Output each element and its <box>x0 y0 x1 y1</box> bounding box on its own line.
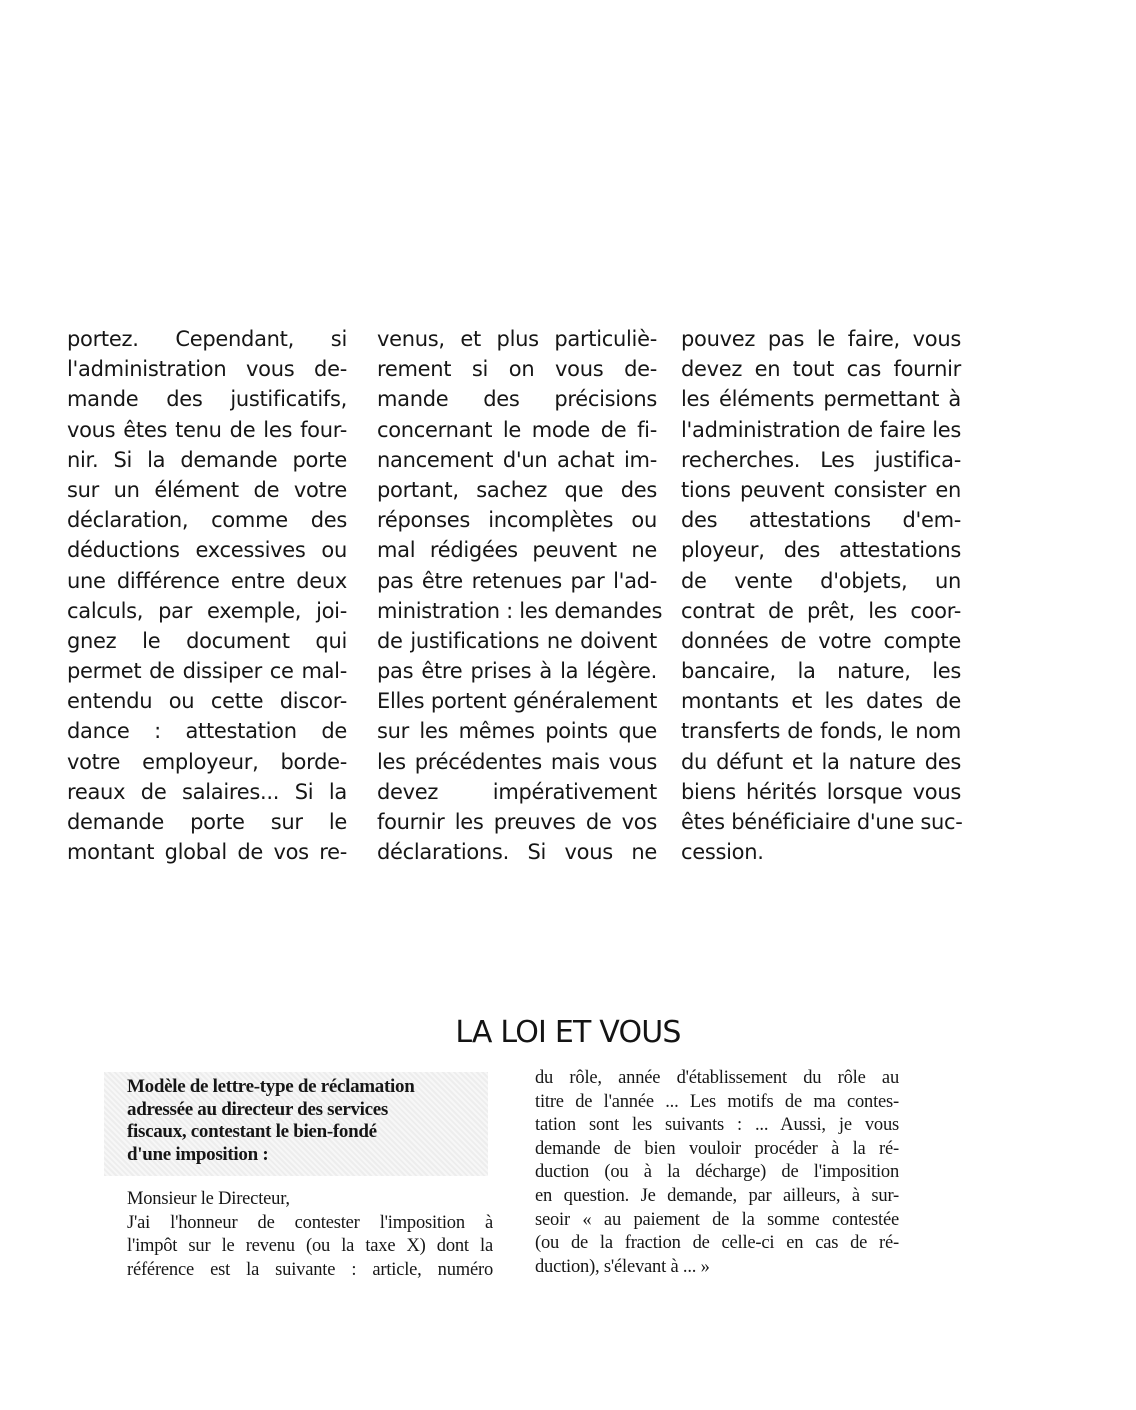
text-line: déclaration, comme des <box>67 508 347 533</box>
text-line: mande des précisions <box>377 387 657 412</box>
text-line: une différence entre deux <box>67 568 347 593</box>
text-line: recherches. Les justifica- <box>681 447 961 472</box>
section-heading: LA LOI ET VOUS <box>455 1015 681 1050</box>
text-line: reaux de salaires... Si la <box>67 779 347 804</box>
text-line: Elles portent généralement <box>377 689 657 714</box>
text-line: titre de l'année ... Les motifs de ma contes- <box>535 1091 899 1112</box>
text-line: tions peuvent consister en <box>681 477 961 502</box>
text-line: sur un élément de votre <box>67 477 347 502</box>
text-line: référence est la suivante : article, numéro <box>127 1259 493 1280</box>
letter-body-left <box>127 1188 493 1282</box>
text-line: bancaire, la nature, les <box>681 659 961 684</box>
text-line: votre employeur, borde- <box>67 749 347 774</box>
text-line: entendu ou cette discor- <box>67 689 347 714</box>
text-line: nir. Si la demande porte <box>67 447 347 472</box>
salutation: Monsieur le Directeur, <box>127 1189 290 1209</box>
text-line: devez impérativement <box>377 779 657 804</box>
text-line: réponses incomplètes ou <box>377 508 657 533</box>
text-line: l'administration vous de- <box>67 357 347 382</box>
text-line: gnez le document qui <box>67 628 347 653</box>
text-line: l'administration de faire les <box>681 417 961 442</box>
text-line: duction), s'élevant à ... » <box>535 1256 710 1277</box>
title-line: d'une imposition : <box>127 1143 269 1165</box>
text-line: (ou de la fraction de celle-ci en cas de ré- <box>535 1233 899 1254</box>
text-line: sur les mêmes points que <box>377 719 657 744</box>
text-line: ployeur, des attestations <box>681 538 961 563</box>
text-line: portez. Cependant, si <box>67 327 347 351</box>
title-line: Modèle de lettre-type de réclamation <box>127 1076 415 1097</box>
text-line: des attestations d'em- <box>681 508 961 533</box>
text-line: vous êtes tenu de les four- <box>67 417 347 442</box>
text-line: J'ai l'honneur de contester l'imposition à <box>127 1212 493 1233</box>
text-line: du défunt et la nature des <box>681 749 961 774</box>
text-line: cession. <box>681 840 764 865</box>
letter-body-right <box>535 1067 899 1279</box>
text-line: duction (ou à la décharge) de l'imposition <box>535 1162 899 1183</box>
text-line: les éléments permettant à <box>681 387 961 412</box>
text-line: pouvez pas le faire, vous <box>681 327 961 351</box>
text-line: mal rédigées peuvent ne <box>377 538 657 563</box>
text-line: données de votre compte <box>681 628 961 653</box>
article-column-1 <box>67 324 347 867</box>
text-line: pas être retenues par l'ad- <box>377 568 657 593</box>
text-line: du rôle, année d'établissement du rôle au <box>535 1068 899 1088</box>
article-column-2 <box>377 324 663 867</box>
text-line: demande de bien vouloir procéder à la ré- <box>535 1138 899 1159</box>
text-line: calculs, par exemple, joi- <box>67 598 347 623</box>
article-column-3 <box>681 324 961 867</box>
title-line: adressée au directeur des services <box>127 1098 389 1120</box>
text-line: montants et les dates de <box>681 689 961 714</box>
text-line: fournir les preuves de vos <box>377 810 657 834</box>
text-line: concernant le mode de fi- <box>377 417 657 442</box>
text-line: rement si on vous de- <box>377 357 657 382</box>
text-line: déductions excessives ou <box>67 538 347 563</box>
text-line: les précédentes mais vous <box>377 749 657 774</box>
text-line: venus, et plus particuliè- <box>377 327 657 351</box>
text-line: déclarations. Si vous ne <box>377 840 657 865</box>
title-line: fiscaux, contestant le bien-fondé <box>127 1121 377 1142</box>
text-line: devez en tout cas fournir <box>681 357 961 382</box>
text-line: en question. Je demande, par ailleurs, à sur- <box>535 1185 899 1206</box>
text-line: tation sont les suivants : ... Aussi, je vous <box>535 1115 899 1136</box>
text-line: l'impôt sur le revenu (ou la taxe X) dont la <box>127 1236 493 1257</box>
text-line: de justifications ne doivent <box>377 628 657 653</box>
text-line: mande des justificatifs, <box>67 387 347 412</box>
text-line: montant global de vos re- <box>67 840 347 865</box>
text-line: seoir « au paiement de la somme contestée <box>535 1209 899 1230</box>
text-line: permet de dissiper ce mal- <box>67 659 347 684</box>
text-line: transferts de fonds, le nom <box>681 719 961 744</box>
text-line: contrat de prêt, les coor- <box>681 598 961 623</box>
text-line: êtes bénéficiaire d'une suc- <box>681 810 963 834</box>
text-line: ministration : les demandes <box>377 598 663 623</box>
text-line: nancement d'un achat im- <box>377 447 657 472</box>
text-line: biens hérités lorsque vous <box>681 779 961 804</box>
text-line: portant, sachez que des <box>377 477 657 502</box>
text-line: de vente d'objets, un <box>681 568 961 593</box>
text-line: pas être prises à la légère. <box>377 659 657 684</box>
text-line: dance : attestation de <box>67 719 347 744</box>
model-letter-title <box>127 1076 477 1166</box>
text-line: demande porte sur le <box>67 810 347 834</box>
